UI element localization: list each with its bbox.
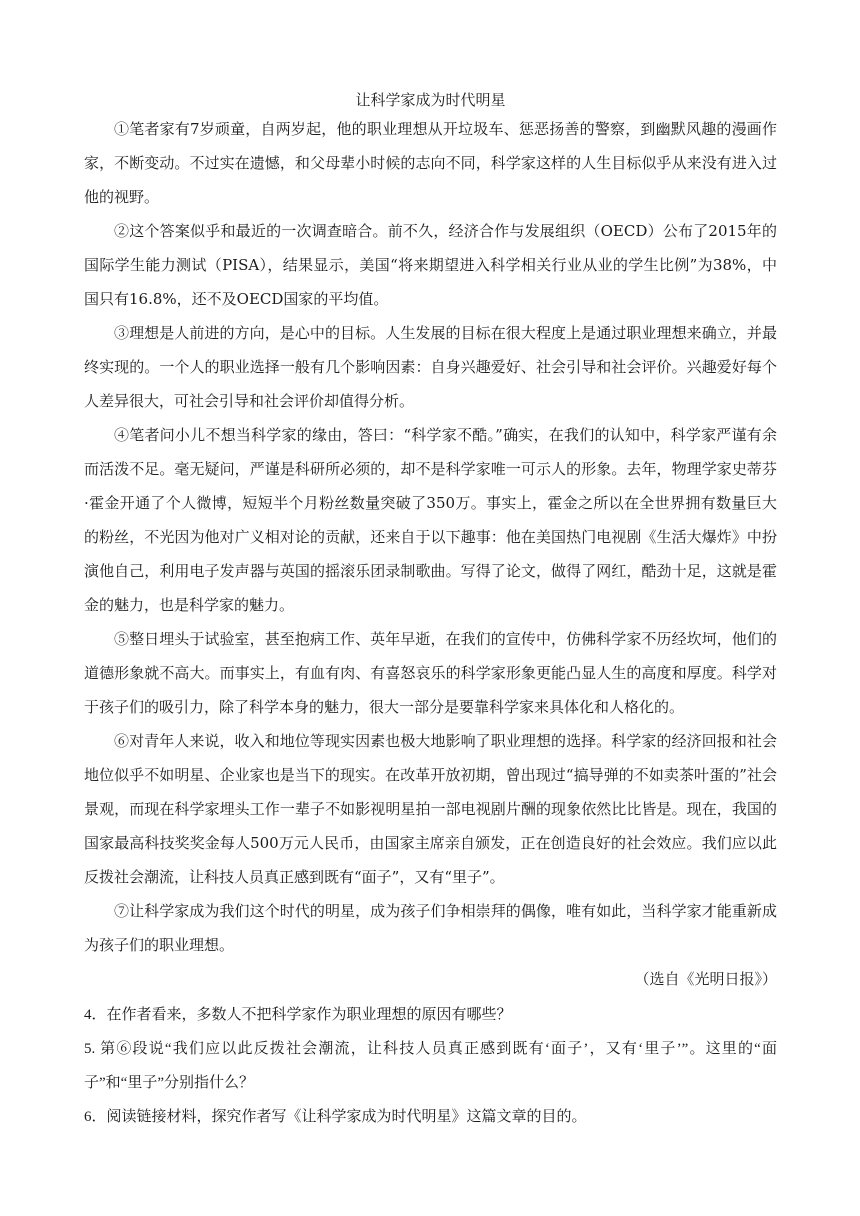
paragraph-5: ⑤整日埋头于试验室，甚至抱病工作、英年早逝，在我们的宣传中，仿佛科学家不历经坎坷，他们的道德形象就不高大。而事实上，有血有肉、有喜怒哀乐的科学家形象更能凸显人生的高度和厚度。科学对于孩子们的吸引力，除了科学本身的魅力，很大一部分是要靠科学家来具体化和人格化的。: [84, 630, 777, 716]
question-4: 4．在作者看来，多数人不把科学家作为职业理想的原因有哪些？: [84, 1007, 512, 1023]
paragraph-3: ③理想是人前进的方向，是心中的目标。人生发展的目标在很大程度上是通过职业理想来确立，并最终实现的。一个人的职业选择一般有几个影响因素：自身兴趣爱好、社会引导和社会评价。兴趣爱好每个人差异很大，可社会引导和社会评价却值得分析。: [84, 324, 777, 410]
paragraph-2: ②这个答案似乎和最近的一次调查暗合。前不久，经济合作与发展组织（OECD）公布了2015年的国际学生能力测试（PISA），结果显示，美国“将来期望进入科学相关行业从业的学生比例”为38%，中国只有16.8%，还不及OECD国家的平均值。: [84, 222, 777, 308]
question-list: [84, 998, 777, 1134]
question-5: 5. 第⑥段说“我们应以此反拨社会潮流，让科技人员真正感到既有‘面子’，又有‘里子’”。这里的“面子”和“里子”分别指什么？: [84, 1041, 777, 1091]
article: [84, 88, 777, 996]
paragraph-1: ①笔者家有7岁顽童，自两岁起，他的职业理想从开垃圾车、惩恶扬善的警察，到幽默风趣的漫画作家，不断变动。不过实在遗憾，和父母辈小时候的志向不同，科学家这样的人生目标似乎从来没有进入过他的视野。: [84, 120, 777, 206]
paragraph-6: ⑥对青年人来说，收入和地位等现实因素也极大地影响了职业理想的选择。科学家的经济回报和社会地位似乎不如明星、企业家也是当下的现实。在改革开放初期，曾出现过“搞导弹的不如卖茶叶蛋的”社会景观，而现在科学家埋头工作一辈子不如影视明星拍一部电视剧片酬的现象依然比比皆是。现在，我国的国家最高科技奖奖金每人500万元人民币，由国家主席亲自颁发，正在创造良好的社会效应。我们应以此反拨社会潮流，让科技人员真正感到既有“面子”，又有“里子”。: [84, 732, 777, 886]
paragraph-7: ⑦让科学家成为我们这个时代的明星，成为孩子们争相崇拜的偶像，唯有如此，当科学家才能重新成为孩子们的职业理想。: [84, 902, 777, 954]
article-title: 让科学家成为时代明星: [355, 91, 506, 109]
question-6: 6．阅读链接材料，探究作者写《让科学家成为时代明星》这篇文章的目的。: [84, 1109, 587, 1125]
paragraph-4: ④笔者问小儿不想当科学家的缘由，答曰：“科学家不酷。”确实，在我们的认知中，科学家严谨有余而活泼不足。毫无疑问，严谨是科研所必须的，却不是科学家唯一可示人的形象。去年，物理学家史蒂芬·霍金开通了个人微博，短短半个月粉丝数量突破了350万。事实上，霍金之所以在全世界拥有数量巨大的粉丝，不光因为他对广义相对论的贡献，还来自于以下趣事：他在美国热门电视剧《生活大爆炸》中扮演他自己，利用电子发声器与英国的摇滚乐团录制歌曲。写得了论文，做得了网红，酷劲十足，这就是霍金的魅力，也是科学家的魅力。: [84, 426, 777, 614]
article-source: （选自《光明日报》）: [634, 970, 777, 988]
